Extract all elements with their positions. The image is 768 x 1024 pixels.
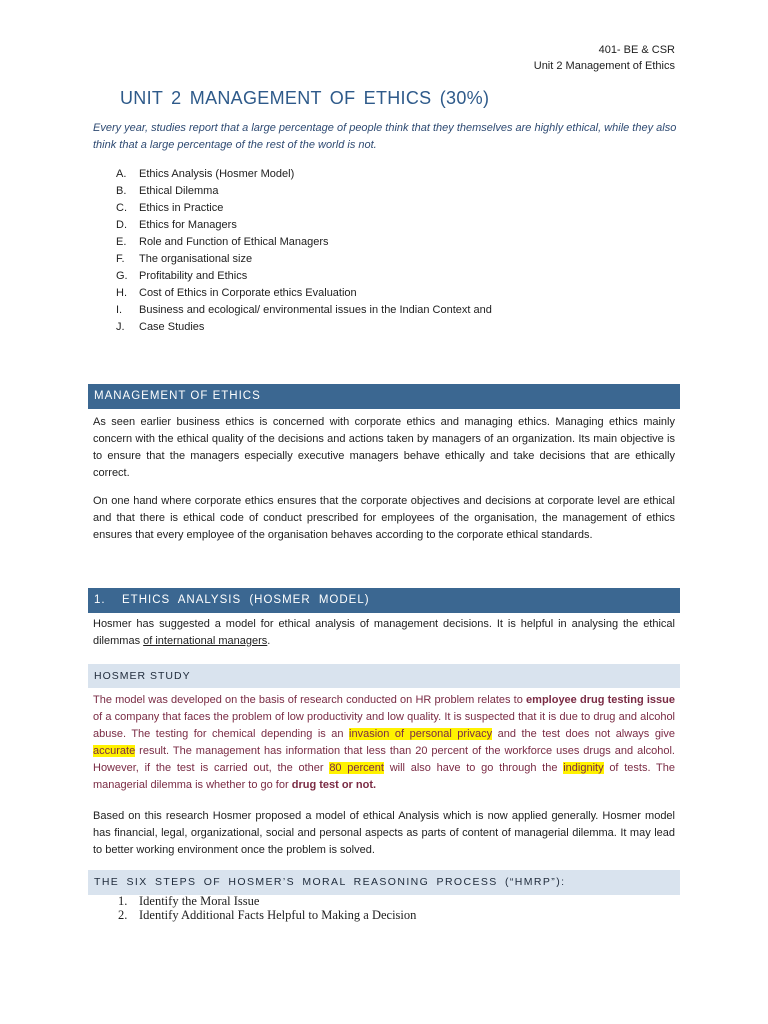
list-text: Ethics Analysis (Hosmer Model) [139, 168, 295, 180]
paragraph: On one hand where corporate ethics ensures that the corporate objectives and decisions at corporate level are ethical and that there is ethical code of conduct prescribed for employees of the organisation, the management of ethics ensures that every employee of the organisation behaves according to the corporate ethical standards. [93, 495, 675, 541]
text-run: and the test does not always give [492, 728, 675, 740]
subheading-six-steps: THE SIX STEPS OF HOSMER’S MORAL REASONING PROCESS (“HMRP”): [88, 870, 680, 895]
list-letter: I. [116, 304, 123, 316]
highlighted-text: invasion of personal privacy [349, 728, 493, 740]
list-item [116, 251, 492, 268]
list-text: Profitability and Ethics [139, 270, 248, 282]
text-run: result. The management has information that less than 20 percent of the workforce uses drugs and alcohol. However, if the test is carried out, the other [93, 745, 675, 774]
list-text: Case Studies [139, 321, 205, 333]
list-item [116, 268, 492, 285]
list-text: Identify Additional Facts Helpful to Making a Decision [139, 908, 417, 922]
list-text: Role and Function of Ethical Managers [139, 236, 329, 248]
list-text: Business and ecological/ environmental issues in the Indian Context and [139, 304, 492, 316]
text-run: The model was developed on the basis of research conducted on HR problem relates to [93, 694, 527, 706]
text-run: of a company that faces the problem of low productivity and low quality. It is suspected that it is due to drug and alcohol abuse. The testing for chemical depending is an [93, 711, 675, 740]
list-letter: J. [116, 321, 125, 333]
list-item [116, 285, 492, 302]
text-run: Hosmer has suggested a model for ethical analysis of management decisions. It is helpful in analysing the ethical dilemmas [93, 618, 675, 647]
six-steps-list [118, 894, 416, 922]
list-number: 1. [118, 894, 128, 908]
list-letter: G. [116, 270, 128, 282]
paragraph: Based on this research Hosmer proposed a model of ethical Analysis which is now applied generally. Hosmer model has financial, legal, organizational, social and personal aspects as parts of content of managerial dilemma. It may lead to better working environment once the problem is solved. [93, 810, 675, 856]
list-item [116, 302, 492, 319]
text-run: . [267, 635, 271, 647]
list-text: Identify the Moral Issue [139, 894, 260, 908]
section-heading-text: ETHICS ANALYSIS (HOSMER MODEL) [122, 594, 370, 606]
text-run: of tests. The managerial dilemma is whether to go for [93, 762, 676, 791]
list-text: The organisational size [139, 253, 253, 265]
page-title: UNIT 2 MANAGEMENT OF ETHICS (30%) [120, 88, 490, 108]
list-letter: E. [116, 236, 127, 248]
underlined-text: of international managers [143, 635, 268, 647]
list-text: Ethics in Practice [139, 202, 224, 214]
list-letter: H. [116, 287, 127, 299]
list-letter: A. [116, 168, 127, 180]
list-item [118, 894, 416, 908]
section-heading-ethics-analysis [88, 588, 680, 613]
list-letter: F. [116, 253, 125, 265]
paragraph: As seen earlier business ethics is concerned with corporate ethics and managing ethics. Managing ethics mainly concern with the ethical quality of the decisions and actions taken by managers of an organization. Its main objective is to ensure that the managers especially executive managers behave ethically and take decisions that are ethically correct. [93, 416, 675, 479]
list-item [116, 200, 492, 217]
bold-text: employee drug testing issue [526, 694, 675, 706]
list-item [116, 183, 492, 200]
paragraph [93, 616, 675, 650]
list-item [118, 908, 416, 922]
list-item [116, 319, 492, 336]
section-number: 1. [94, 594, 106, 606]
highlighted-text: accurate [93, 745, 136, 757]
text-run: will also have to go through the [383, 762, 564, 774]
list-item [116, 166, 492, 183]
list-item [116, 217, 492, 234]
list-text: Ethical Dilemma [139, 185, 219, 197]
hosmer-study-paragraph [93, 692, 675, 794]
intro-quote: Every year, studies report that a large percentage of people think that they themselves are highly ethical, while they also think that a large percentage of the rest of the world is not. [93, 122, 677, 151]
header-course: 401- BE & CSR [598, 44, 675, 56]
list-number: 2. [118, 908, 128, 922]
section-heading-management-of-ethics: MANAGEMENT OF ETHICS [88, 384, 680, 409]
list-text: Ethics for Managers [139, 219, 237, 231]
list-letter: C. [116, 202, 127, 214]
highlighted-text: indignity [563, 762, 604, 774]
list-item [116, 234, 492, 251]
list-letter: B. [116, 185, 127, 197]
bold-text: drug test or not. [291, 779, 377, 791]
topic-list [116, 166, 492, 336]
highlighted-text: 80 percent [329, 762, 384, 774]
subheading-hosmer-study: HOSMER STUDY [88, 664, 680, 688]
header-unit: Unit 2 Management of Ethics [533, 60, 675, 72]
list-letter: D. [116, 219, 127, 231]
list-text: Cost of Ethics in Corporate ethics Evaluation [139, 287, 357, 299]
